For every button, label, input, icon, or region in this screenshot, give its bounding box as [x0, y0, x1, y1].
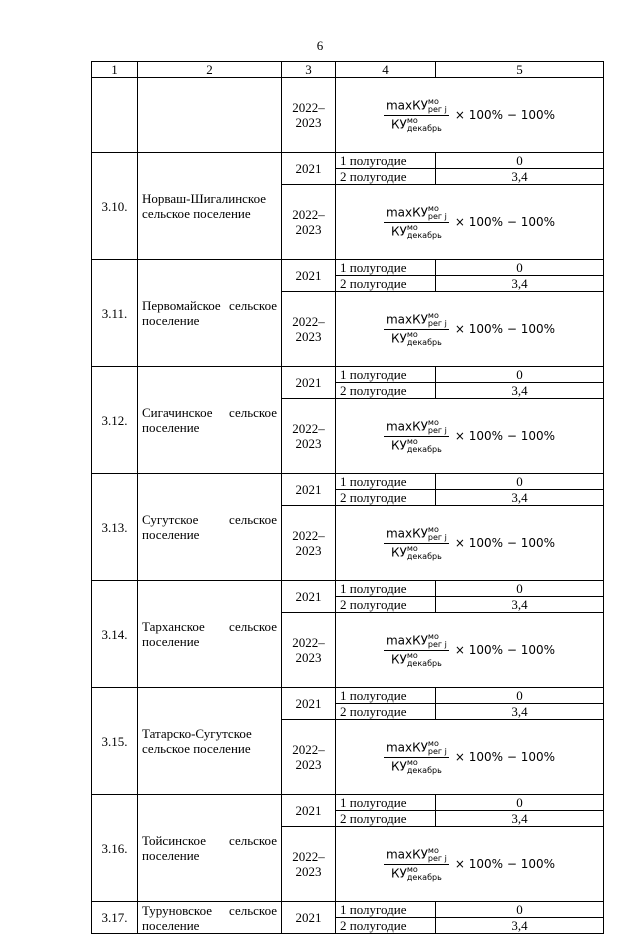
half-year-label: 1 полугодие: [336, 581, 436, 597]
header-cell: 4: [336, 62, 436, 78]
value-cell: 3,4: [436, 704, 604, 720]
value-cell: 0: [436, 902, 604, 918]
formula: maxКУ мо рег j КУ мо декабрь × 100% − 100%: [385, 417, 556, 454]
value-cell: 0: [436, 153, 604, 169]
table-row: [92, 581, 604, 597]
year-cell: 2022– 2023: [282, 720, 336, 795]
tariff-table: [91, 61, 604, 934]
row-number: 3.14.: [92, 581, 138, 688]
formula: maxКУ мо рег j КУ мо декабрь × 100% − 100%: [385, 631, 556, 668]
half-year-label: 1 полугодие: [336, 902, 436, 918]
value-cell: 0: [436, 260, 604, 276]
settlement-name: Сигачинское сельское поселение: [138, 367, 282, 474]
formula: maxКУ мо рег j КУ мо декабрь × 100% − 100%: [385, 203, 556, 240]
row-number: 3.15.: [92, 688, 138, 795]
half-year-label: 2 полугодие: [336, 704, 436, 720]
year-cell: 2022– 2023: [282, 399, 336, 474]
year-cell: 2022– 2023: [282, 506, 336, 581]
year-cell: 2021: [282, 367, 336, 399]
half-year-label: 1 полугодие: [336, 367, 436, 383]
half-year-label: 1 полугодие: [336, 688, 436, 704]
header-cell: 2: [138, 62, 282, 78]
formula-cell: [336, 827, 604, 902]
formula-cell: [336, 399, 604, 474]
year-cell: 2021: [282, 153, 336, 185]
value-cell: 3,4: [436, 918, 604, 934]
half-year-label: 1 полугодие: [336, 260, 436, 276]
table-row: [92, 260, 604, 276]
value-cell: 0: [436, 688, 604, 704]
formula: maxКУ мо рег j КУ мо декабрь × 100% − 100%: [385, 524, 556, 561]
page-number: 6: [316, 38, 324, 53]
value-cell: 3,4: [436, 276, 604, 292]
half-year-label: 2 полугодие: [336, 490, 436, 506]
row-number: 3.17.: [92, 902, 138, 934]
half-year-label: 2 полугодие: [336, 918, 436, 934]
year-cell: 2021: [282, 260, 336, 292]
year-cell: 2021: [282, 902, 336, 934]
header-cell: 5: [436, 62, 604, 78]
value-cell: 0: [436, 581, 604, 597]
value-cell: 3,4: [436, 383, 604, 399]
half-year-label: 2 полугодие: [336, 169, 436, 185]
row-number: 3.10.: [92, 153, 138, 260]
formula: maxКУ мо рег j КУ мо декабрь × 100% − 100%: [385, 738, 556, 775]
formula-cell: [336, 78, 604, 153]
value-cell: 0: [436, 367, 604, 383]
row-number: 3.16.: [92, 795, 138, 902]
row-number: 3.11.: [92, 260, 138, 367]
half-year-label: 1 полугодие: [336, 153, 436, 169]
formula-cell: [336, 185, 604, 260]
table-row: [92, 795, 604, 811]
year-cell: 2022– 2023: [282, 292, 336, 367]
table-row: [92, 78, 604, 153]
year-cell: 2021: [282, 474, 336, 506]
table-row: [92, 474, 604, 490]
row-number: 3.13.: [92, 474, 138, 581]
year-cell: 2021: [282, 581, 336, 613]
half-year-label: 2 полугодие: [336, 276, 436, 292]
year-cell: 2021: [282, 688, 336, 720]
header-row: [92, 62, 604, 78]
value-cell: 3,4: [436, 811, 604, 827]
half-year-label: 2 полугодие: [336, 383, 436, 399]
table-row: [92, 367, 604, 383]
half-year-label: 1 полугодие: [336, 795, 436, 811]
settlement-name: Норваш-Шигалинское сельское поселение: [138, 153, 282, 260]
formula-cell: [336, 292, 604, 367]
value-cell: 3,4: [436, 597, 604, 613]
year-cell: 2022– 2023: [282, 78, 336, 153]
formula-cell: [336, 506, 604, 581]
value-cell: 0: [436, 795, 604, 811]
value-cell: 3,4: [436, 169, 604, 185]
table-row: [92, 688, 604, 704]
value-cell: 3,4: [436, 490, 604, 506]
formula: maxКУ мо рег j КУ мо декабрь × 100% − 100%: [385, 845, 556, 882]
year-cell: 2022– 2023: [282, 185, 336, 260]
year-cell: 2022– 2023: [282, 613, 336, 688]
formula-cell: [336, 613, 604, 688]
half-year-label: 2 полугодие: [336, 597, 436, 613]
table-row: [92, 153, 604, 169]
settlement-name: Сугутское сельское поселение: [138, 474, 282, 581]
formula: maxКУ мо рег j КУ мо декабрь × 100% − 100%: [385, 310, 556, 347]
year-cell: 2021: [282, 795, 336, 827]
row-number: 3.12.: [92, 367, 138, 474]
header-cell: 1: [92, 62, 138, 78]
settlement-name: Тойсинское сельское поселение: [138, 795, 282, 902]
num-cell: [92, 78, 138, 153]
name-cell: [138, 78, 282, 153]
half-year-label: 1 полугодие: [336, 474, 436, 490]
half-year-label: 2 полугодие: [336, 811, 436, 827]
formula-cell: [336, 720, 604, 795]
formula: maxКУ мо рег j КУ мо декабрь × 100% − 100%: [385, 96, 556, 133]
settlement-name: Тарханское сельское поселение: [138, 581, 282, 688]
settlement-name: Туруновское сельское поселение: [138, 902, 282, 934]
settlement-name: Татарско-Сугутское сельское поселение: [138, 688, 282, 795]
header-cell: 3: [282, 62, 336, 78]
value-cell: 0: [436, 474, 604, 490]
settlement-name: Первомайское сельское поселение: [138, 260, 282, 367]
table-row: [92, 902, 604, 918]
year-cell: 2022– 2023: [282, 827, 336, 902]
